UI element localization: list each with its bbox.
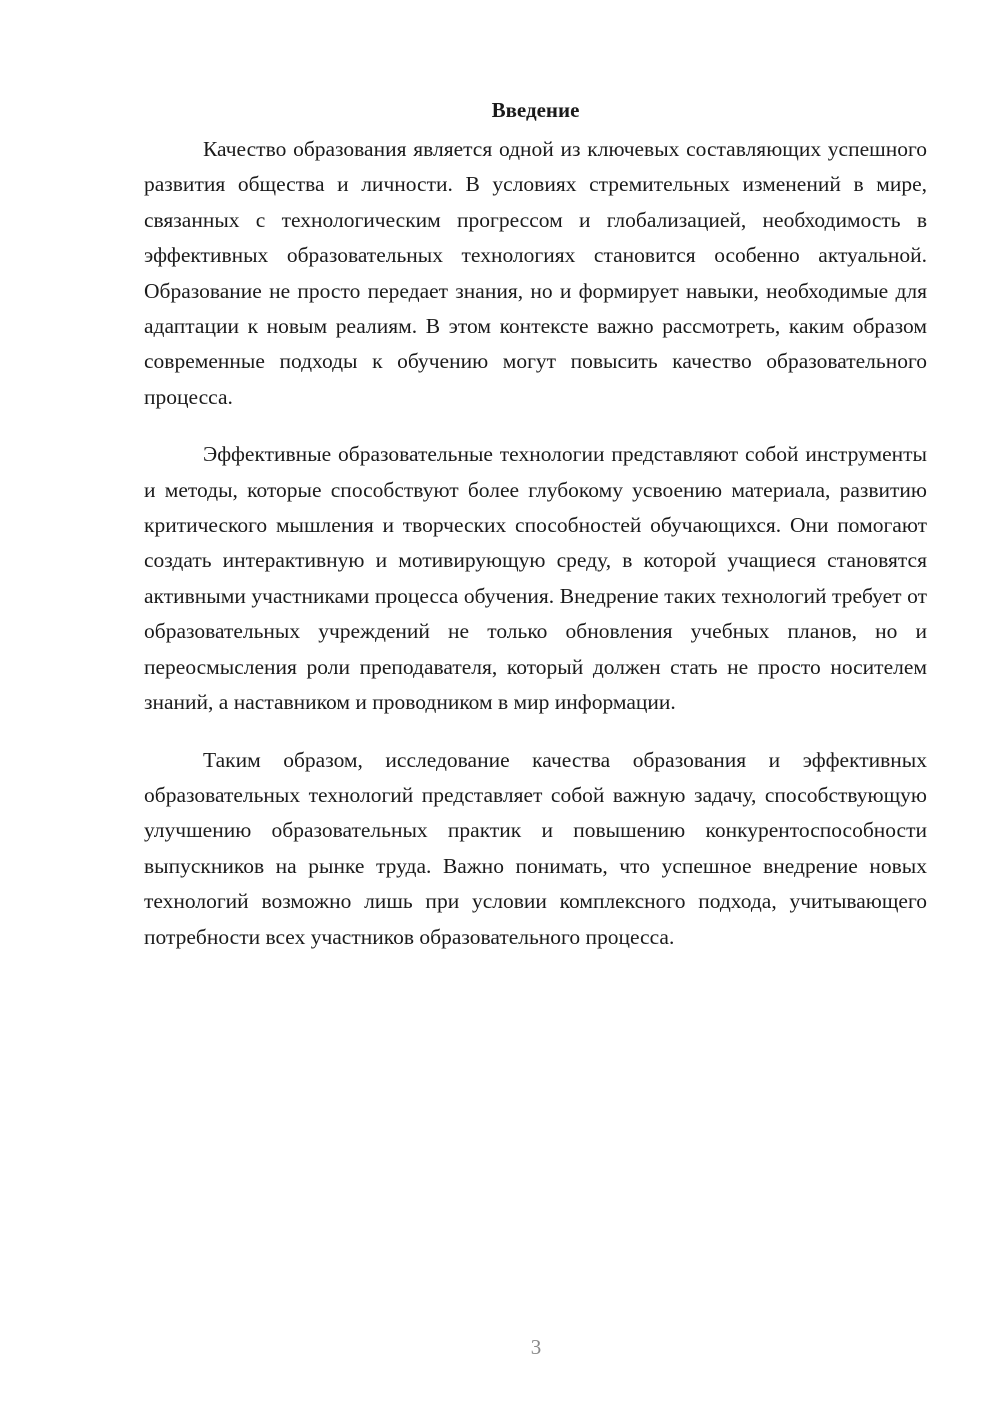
paragraph-1: Качество образования является одной из ключевых составляющих успешного развития общества и личности. В условиях стремительных изменений в мире, связанных с технологическим прогрессом и глобализацией, необходимость в эффективных образовательных технологиях становится особенно актуальной. Образование не просто передает знания, но и формирует навыки, необходимые для адаптации к новым реалиям. В этом контексте важно рассмотреть, каким образом современные подходы к обучению могут повысить качество образовательного процесса. — [144, 137, 927, 409]
paragraph-2: Эффективные образовательные технологии представляют собой инструменты и методы, которые способствуют более глубокому усвоению материала, развитию критического мышления и творческих способностей обучающихся. Они помогают создать интерактивную и мотивирующую среду, в которой учащиеся становятся активными участниками процесса обучения. Внедрение таких технологий требует от образовательных учреждений не только обновления учебных планов, но и переосмысления роли преподавателя, который должен стать не просто носителем знаний, а наставником и проводником в мир информации. — [144, 442, 927, 715]
paragraph-3: Таким образом, исследование качества образования и эффективных образовательных технологий представляет собой важную задачу, способствующую улучшению образовательных практик и повышению конкурентоспособности выпускников на рынке труда. Важно понимать, что успешное внедрение новых технологий возможно лишь при условии комплексного подхода, учитывающего потребности всех участников образовательного процесса. — [144, 747, 927, 949]
page-number: 3 — [530, 1335, 542, 1359]
section-title: Введение — [491, 98, 580, 122]
page-content — [144, 92, 927, 977]
